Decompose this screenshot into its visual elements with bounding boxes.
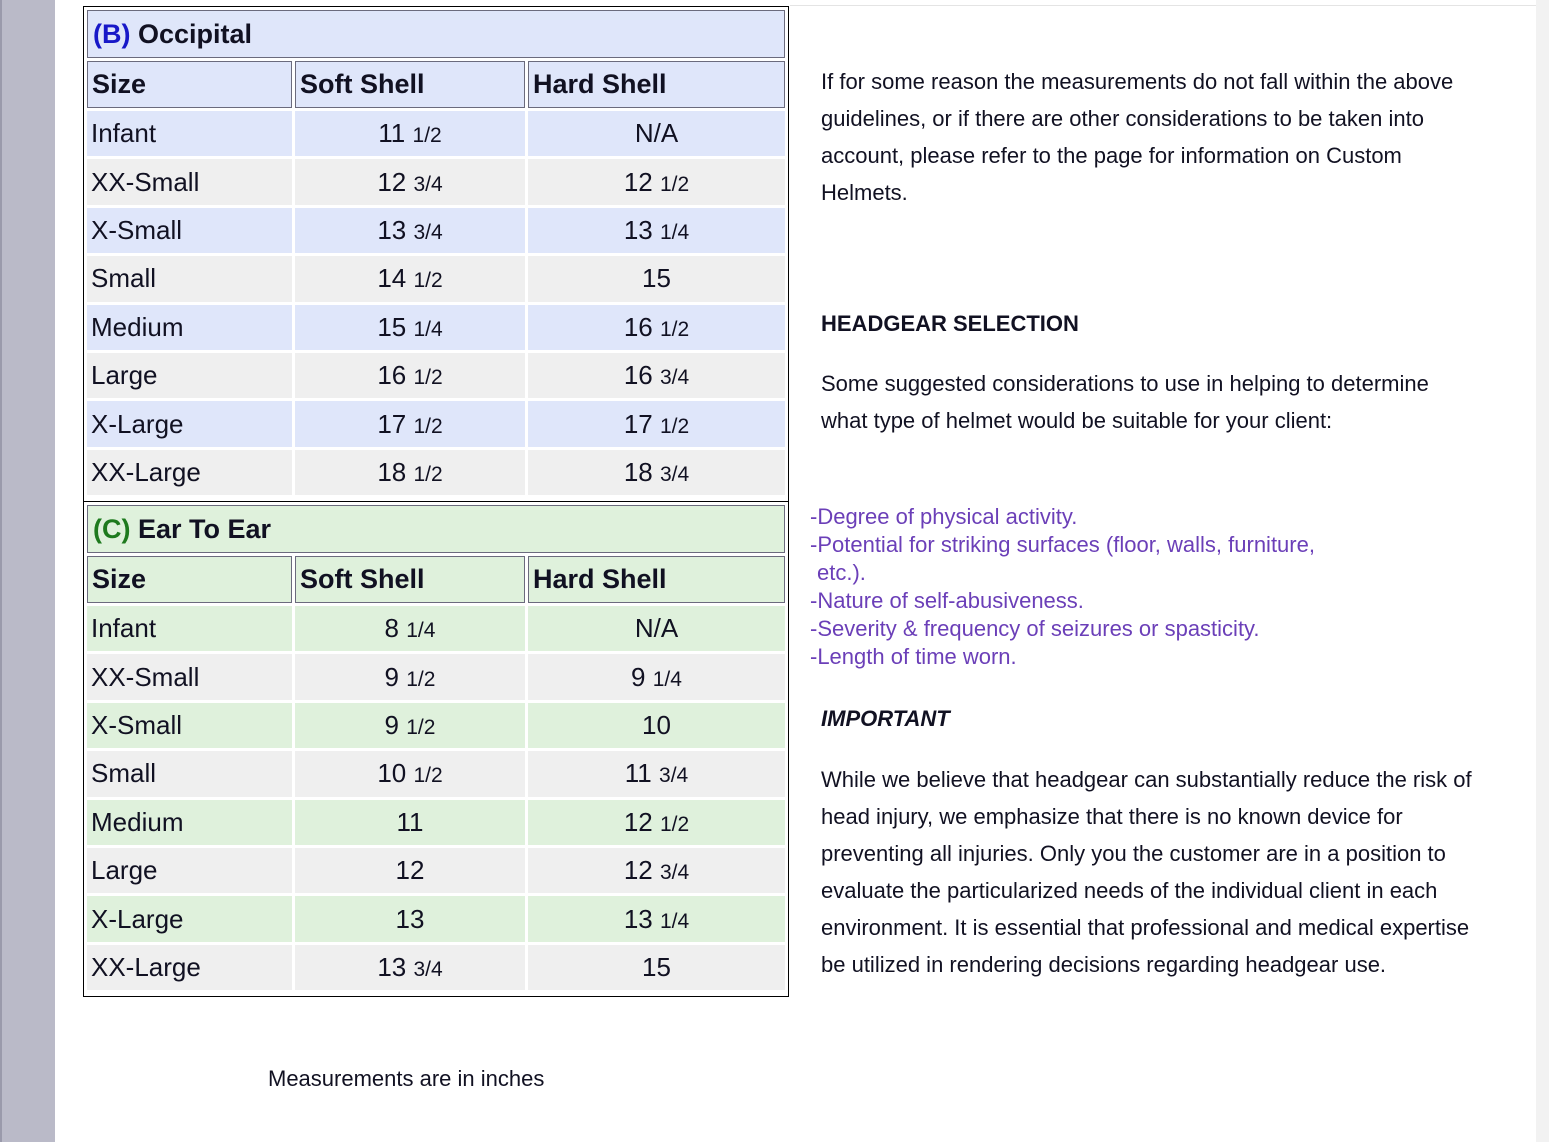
size-cell: X-Large (87, 896, 292, 941)
soft-shell-cell (295, 800, 525, 845)
hard-frac: 1/4 (659, 909, 690, 933)
soft-whole: 11 (378, 118, 406, 149)
soft-whole: 12 (395, 855, 425, 886)
table-row (87, 896, 785, 941)
hard-shell-cell (528, 401, 785, 446)
list-item: -Degree of physical activity. (810, 504, 1078, 529)
size-cell: X-Large (87, 401, 292, 446)
size-cell: Large (87, 848, 292, 893)
considerations-list (810, 503, 1410, 671)
hard-frac: 1/2 (659, 812, 690, 836)
left-sidebar-bar (0, 0, 55, 1142)
measurements-footnote: Measurements are in inches (268, 1066, 545, 1091)
hard-whole: 17 (623, 408, 653, 439)
soft-whole: 13 (377, 951, 407, 982)
soft-frac: 3/4 (413, 957, 443, 981)
soft-whole: 13 (377, 214, 407, 245)
soft-shell-cell (295, 159, 525, 204)
hard-whole: 13 (623, 903, 653, 934)
soft-whole: 13 (395, 903, 425, 934)
soft-whole: 11 (396, 806, 424, 837)
hard-frac: 3/4 (659, 764, 689, 788)
top-divider (790, 5, 1536, 6)
header-size: Size (87, 61, 292, 108)
hard-shell-cell (528, 159, 785, 204)
table-row (87, 305, 785, 350)
hard-whole: 15 (642, 951, 671, 982)
size-cell: Infant (87, 111, 292, 156)
soft-frac: 3/4 (413, 220, 443, 244)
headgear-selection-heading: HEADGEAR SELECTION (821, 311, 1079, 336)
hard-whole: 12 (623, 166, 653, 197)
hard-frac: 3/4 (659, 861, 690, 885)
soft-frac: 1/2 (412, 124, 442, 148)
hard-shell-cell (528, 256, 785, 301)
soft-shell-cell (295, 654, 525, 699)
occipital-title (87, 10, 785, 58)
soft-shell-cell (295, 848, 525, 893)
right-edge-bar (1536, 0, 1549, 1142)
table-row (87, 751, 785, 796)
hard-whole: 15 (642, 263, 671, 294)
hard-shell-cell (528, 606, 785, 651)
hard-shell-cell (528, 305, 785, 350)
table-row (87, 450, 785, 495)
hard-frac: 1/2 (659, 172, 690, 196)
soft-frac: 1/2 (413, 269, 443, 293)
soft-frac: 1/4 (406, 619, 436, 643)
occipital-table (83, 6, 789, 502)
size-cell: XX-Large (87, 945, 292, 990)
table-row (87, 353, 785, 398)
hard-whole: 13 (623, 214, 653, 245)
soft-shell-cell (295, 945, 525, 990)
list-item: etc.). (817, 560, 866, 585)
ear-to-ear-table (83, 501, 789, 997)
custom-helmets-paragraph: If for some reason the measurements do not fall within the above guidelines, or if there are other considerations to be taken into account, please refer to the page for information on Custom Helmets. (821, 69, 1454, 205)
table-row (87, 111, 785, 156)
soft-shell-cell (295, 111, 525, 156)
hard-frac: 1/2 (659, 414, 690, 438)
soft-shell-cell (295, 606, 525, 651)
soft-shell-cell (295, 353, 525, 398)
hard-whole: 9 (631, 661, 646, 692)
hard-shell-cell (528, 896, 785, 941)
table-row (87, 401, 785, 446)
soft-shell-cell (295, 256, 525, 301)
hard-whole: N/A (634, 613, 679, 644)
hard-whole: 16 (623, 311, 653, 342)
soft-shell-cell (295, 896, 525, 941)
table-row (87, 848, 785, 893)
header-hard-shell: Hard Shell (528, 556, 785, 603)
occipital-title-text: Occipital (138, 18, 253, 49)
hard-shell-cell (528, 848, 785, 893)
important-paragraph: While we believe that headgear can substantially reduce the risk of head injury, we emphasize that there is no known device for preventing all injuries. Only you the customer are in a position to evaluate the particularized needs of the individual client in each environment. It is essential that professional and medical expertise be utilized in rendering decisions regarding headgear use. (821, 767, 1472, 977)
soft-shell-cell (295, 751, 525, 796)
hard-whole: N/A (634, 118, 679, 149)
header-hard-shell: Hard Shell (528, 61, 785, 108)
size-cell: X-Small (87, 703, 292, 748)
soft-shell-cell (295, 450, 525, 495)
soft-frac: 1/2 (413, 366, 443, 390)
soft-whole: 15 (377, 311, 407, 342)
list-item: -Potential for striking surfaces (floor, walls, furniture, (810, 532, 1315, 557)
soft-whole: 10 (377, 758, 407, 789)
hard-shell-cell (528, 945, 785, 990)
hard-frac: 1/4 (659, 220, 690, 244)
hard-whole: 10 (642, 709, 671, 740)
soft-frac: 1/2 (413, 414, 443, 438)
hard-whole: 18 (623, 456, 653, 487)
hard-shell-cell (528, 353, 785, 398)
table-row (87, 800, 785, 845)
size-cell: XX-Small (87, 159, 292, 204)
soft-shell-cell (295, 208, 525, 253)
size-cell: Infant (87, 606, 292, 651)
considerations-paragraph: Some suggested considerations to use in helping to determine what type of helmet would be suitable for your client: (821, 371, 1429, 433)
soft-whole: 14 (377, 263, 407, 294)
ear-to-ear-title (87, 505, 785, 553)
soft-whole: 12 (377, 166, 407, 197)
size-cell: Large (87, 353, 292, 398)
hard-whole: 12 (623, 855, 653, 886)
size-cell: Small (87, 256, 292, 301)
soft-frac: 1/2 (413, 462, 443, 486)
hard-shell-cell (528, 450, 785, 495)
soft-frac: 1/4 (413, 317, 443, 341)
hard-frac: 3/4 (659, 462, 690, 486)
list-item: -Nature of self-abusiveness. (810, 588, 1084, 613)
soft-whole: 17 (377, 408, 407, 439)
header-soft-shell: Soft Shell (295, 61, 525, 108)
hard-frac: 1/2 (659, 317, 690, 341)
soft-whole: 9 (384, 661, 400, 692)
table-row (87, 159, 785, 204)
hard-whole: 11 (624, 758, 652, 789)
hard-whole: 12 (623, 806, 653, 837)
soft-shell-cell (295, 703, 525, 748)
soft-whole: 8 (384, 613, 400, 644)
soft-frac: 1/2 (406, 667, 436, 691)
size-cell: X-Small (87, 208, 292, 253)
hard-shell-cell (528, 111, 785, 156)
hard-shell-cell (528, 800, 785, 845)
list-item: -Length of time worn. (810, 644, 1017, 669)
table-row (87, 208, 785, 253)
soft-whole: 9 (384, 709, 400, 740)
hard-frac: 1/4 (652, 667, 682, 691)
header-soft-shell: Soft Shell (295, 556, 525, 603)
soft-shell-cell (295, 401, 525, 446)
table-row (87, 606, 785, 651)
size-cell: Medium (87, 800, 292, 845)
hard-shell-cell (528, 751, 785, 796)
soft-frac: 3/4 (413, 172, 443, 196)
table-row (87, 703, 785, 748)
table-row (87, 654, 785, 699)
soft-frac: 1/2 (406, 715, 436, 739)
table-row (87, 256, 785, 301)
hard-shell-cell (528, 703, 785, 748)
ear-to-ear-letter: (C) (93, 513, 131, 544)
table-row (87, 945, 785, 990)
soft-shell-cell (295, 305, 525, 350)
soft-whole: 16 (377, 360, 407, 391)
important-heading: IMPORTANT (821, 706, 950, 731)
list-item: -Severity & frequency of seizures or spasticity. (810, 616, 1260, 641)
soft-whole: 18 (377, 456, 407, 487)
header-size: Size (87, 556, 292, 603)
hard-frac: 3/4 (659, 366, 690, 390)
size-cell: Medium (87, 305, 292, 350)
size-cell: Small (87, 751, 292, 796)
hard-whole: 16 (623, 360, 653, 391)
ear-to-ear-title-text: Ear To Ear (138, 513, 272, 544)
hard-shell-cell (528, 208, 785, 253)
occipital-letter: (B) (93, 18, 131, 49)
size-cell: XX-Small (87, 654, 292, 699)
soft-frac: 1/2 (413, 764, 443, 788)
size-cell: XX-Large (87, 450, 292, 495)
hard-shell-cell (528, 654, 785, 699)
